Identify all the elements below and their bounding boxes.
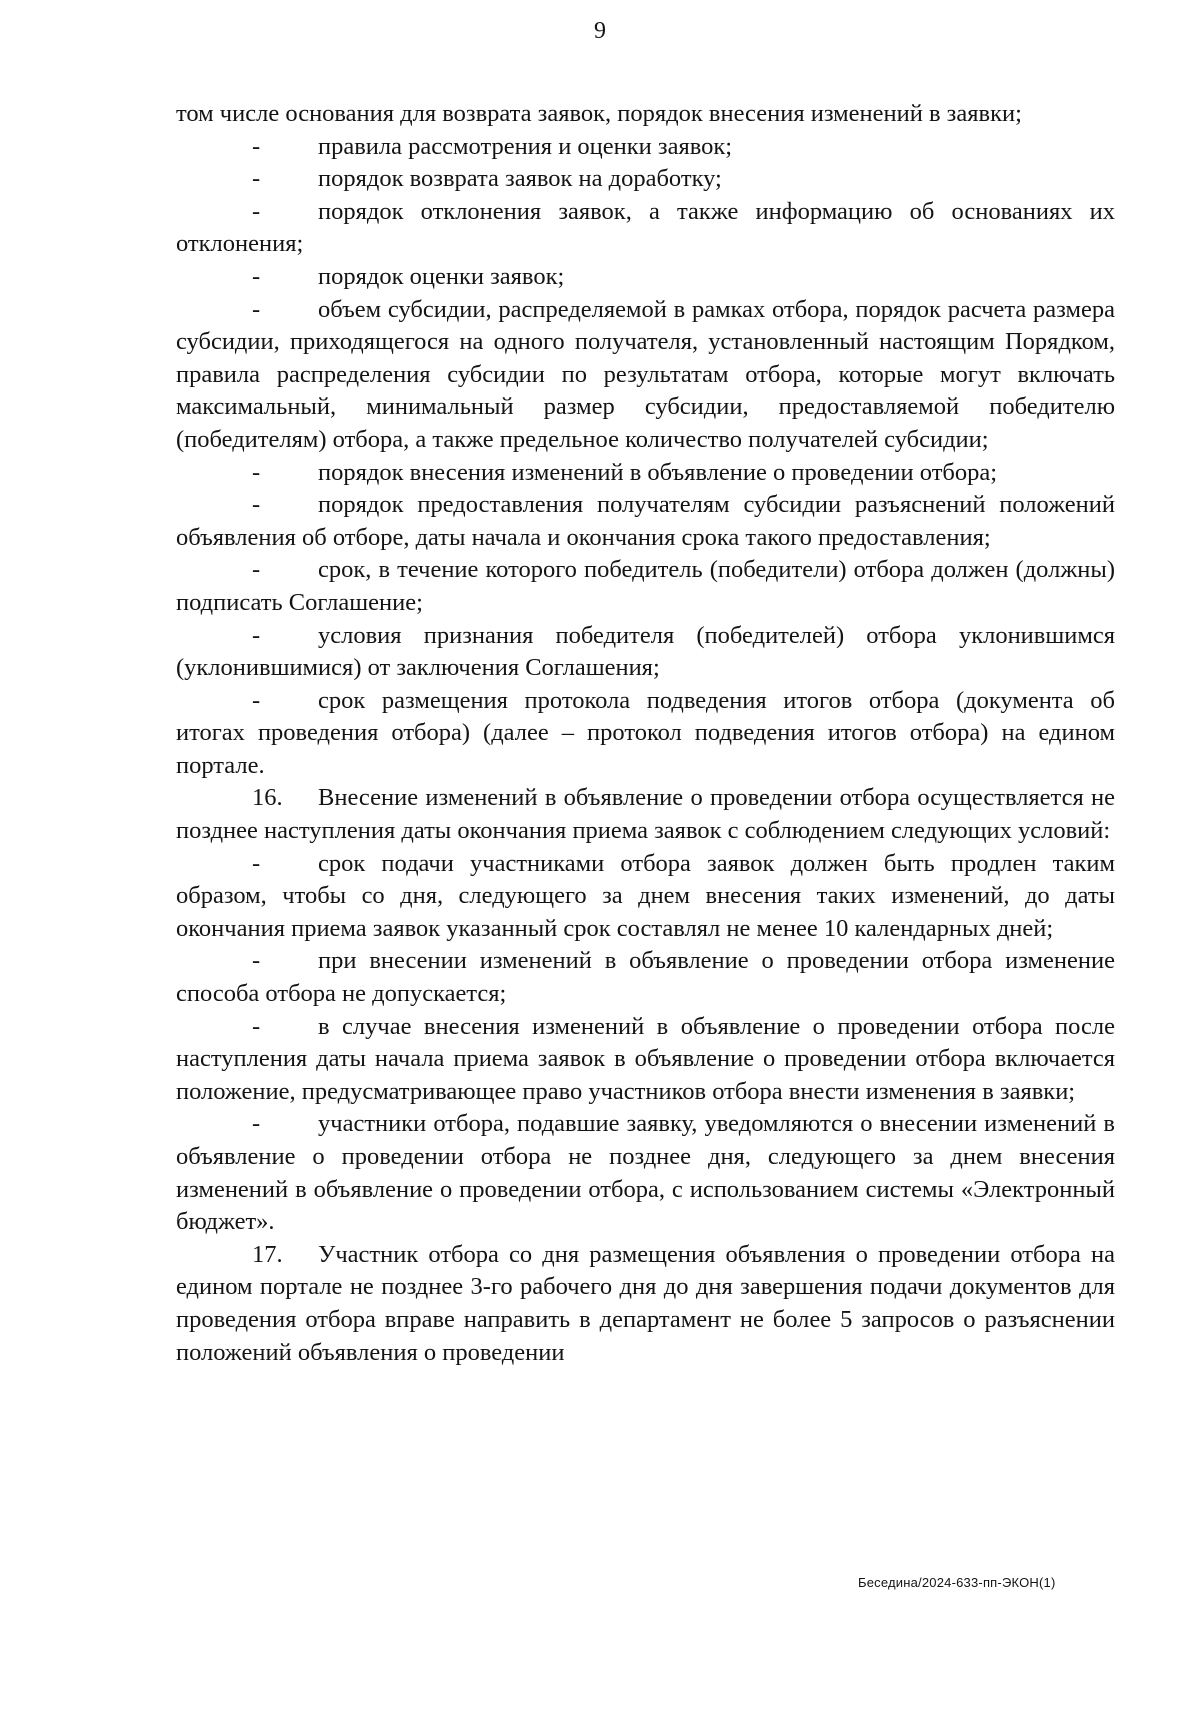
dash-marker: - xyxy=(252,849,261,877)
paragraph-text: участники отбора, подавшие заявку, уведомляются о внесении изменений в объявление о проведении отбора не позднее дня, следующего за днем внесения изменений в объявление о проведении отбора, с использованием системы «Электронный бюджет». xyxy=(176,1110,1115,1236)
paragraph-text: Участник отбора со дня размещения объявления о проведении отбора на едином портале не позднее 3-го рабочего дня до дня завершения подачи документов для проведения отбора вправе направить в департамент не более 5 запросов о разъяснении положений объявления о проведении xyxy=(176,1240,1115,1366)
paragraph xyxy=(176,98,1115,131)
bullet-item xyxy=(176,685,1115,783)
paragraph-text: порядок внесения изменений в объявление о проведении отбора; xyxy=(318,458,998,486)
dash-marker: - xyxy=(252,1110,261,1138)
paragraph-text: объем субсидии, распределяемой в рамках отбора, порядок расчета размера субсидии, приходящегося на одного получателя, установленный настоящим Порядком, правила распределения субсидии по результатам отбора, которые могут включать максимальный, минимальный размер субсидии, предоставляемой победителю (победителям) отбора, а также предельное количество получателей субсидии; xyxy=(176,295,1115,453)
bullet-item xyxy=(176,261,1115,294)
paragraph-text: срок размещения протокола подведения итогов отбора (документа об итогах проведения отбора) (далее – протокол подведения итогов отбора) на едином портале. xyxy=(176,686,1115,779)
paragraph-text: условия признания победителя (победителей) отбора уклонившимся (уклонившимися) от заключения Соглашения; xyxy=(176,621,1115,682)
item-number: 16. xyxy=(252,784,283,812)
dash-marker: - xyxy=(252,556,261,584)
bullet-item xyxy=(176,945,1115,1010)
paragraph-text: в случае внесения изменений в объявление о проведении отбора после наступления даты начала приема заявок в объявление о проведении отбора включается положение, предусматривающее право участников отбора внести изменения в заявки; xyxy=(176,1012,1115,1105)
paragraph-text: Внесение изменений в объявление о проведении отбора осуществляется не позднее наступления даты окончания приема заявок с соблюдением следующих условий: xyxy=(176,784,1115,845)
paragraph-text: срок, в течение которого победитель (победители) отбора должен (должны) подписать Соглашение; xyxy=(176,556,1115,616)
bullet-item xyxy=(176,131,1115,164)
bullet-item xyxy=(176,1011,1115,1109)
bullet-item xyxy=(176,457,1115,490)
document-body xyxy=(176,98,1115,1369)
bullet-item xyxy=(176,294,1115,457)
paragraph-text: при внесении изменений в объявление о проведении отбора изменение способа отбора не допускается; xyxy=(176,947,1115,1008)
paragraph-text: срок подачи участниками отбора заявок должен быть продлен таким образом, чтобы со дня, следующего за днем внесения таких изменений, до даты окончания приема заявок указанный срок составлял не менее 10 календарных дней; xyxy=(176,849,1115,942)
paragraph-text: порядок возврата заявок на доработку; xyxy=(318,165,722,193)
document-reference: Беседина/2024-633-пп-ЭКОН(1) xyxy=(858,1575,1056,1590)
dash-marker: - xyxy=(252,458,261,486)
dash-marker: - xyxy=(252,621,261,649)
bullet-item xyxy=(176,163,1115,196)
numbered-paragraph xyxy=(176,1239,1115,1369)
bullet-item xyxy=(176,554,1115,619)
bullet-item xyxy=(176,196,1115,261)
bullet-item xyxy=(176,620,1115,685)
dash-marker: - xyxy=(252,165,261,193)
dash-marker: - xyxy=(252,197,261,225)
item-number: 17. xyxy=(252,1240,283,1268)
dash-marker: - xyxy=(252,295,261,323)
paragraph-text: правила рассмотрения и оценки заявок; xyxy=(318,132,733,160)
dash-marker: - xyxy=(252,132,261,160)
paragraph-text: том числе основания для возврата заявок, порядок внесения изменений в заявки; xyxy=(176,100,1022,127)
dash-marker: - xyxy=(252,262,261,290)
dash-marker: - xyxy=(252,686,261,714)
paragraph-text: порядок предоставления получателям субсидии разъяснений положений объявления об отборе, даты начала и окончания срока такого предоставления; xyxy=(176,491,1115,551)
dash-marker: - xyxy=(252,1012,261,1040)
dash-marker: - xyxy=(252,491,261,519)
dash-marker: - xyxy=(252,947,261,975)
bullet-item xyxy=(176,489,1115,554)
bullet-item xyxy=(176,1108,1115,1238)
bullet-item xyxy=(176,848,1115,946)
paragraph-text: порядок отклонения заявок, а также информацию об основаниях их отклонения; xyxy=(176,197,1115,258)
page-number: 9 xyxy=(594,18,606,44)
numbered-paragraph xyxy=(176,782,1115,847)
paragraph-text: порядок оценки заявок; xyxy=(318,262,565,290)
